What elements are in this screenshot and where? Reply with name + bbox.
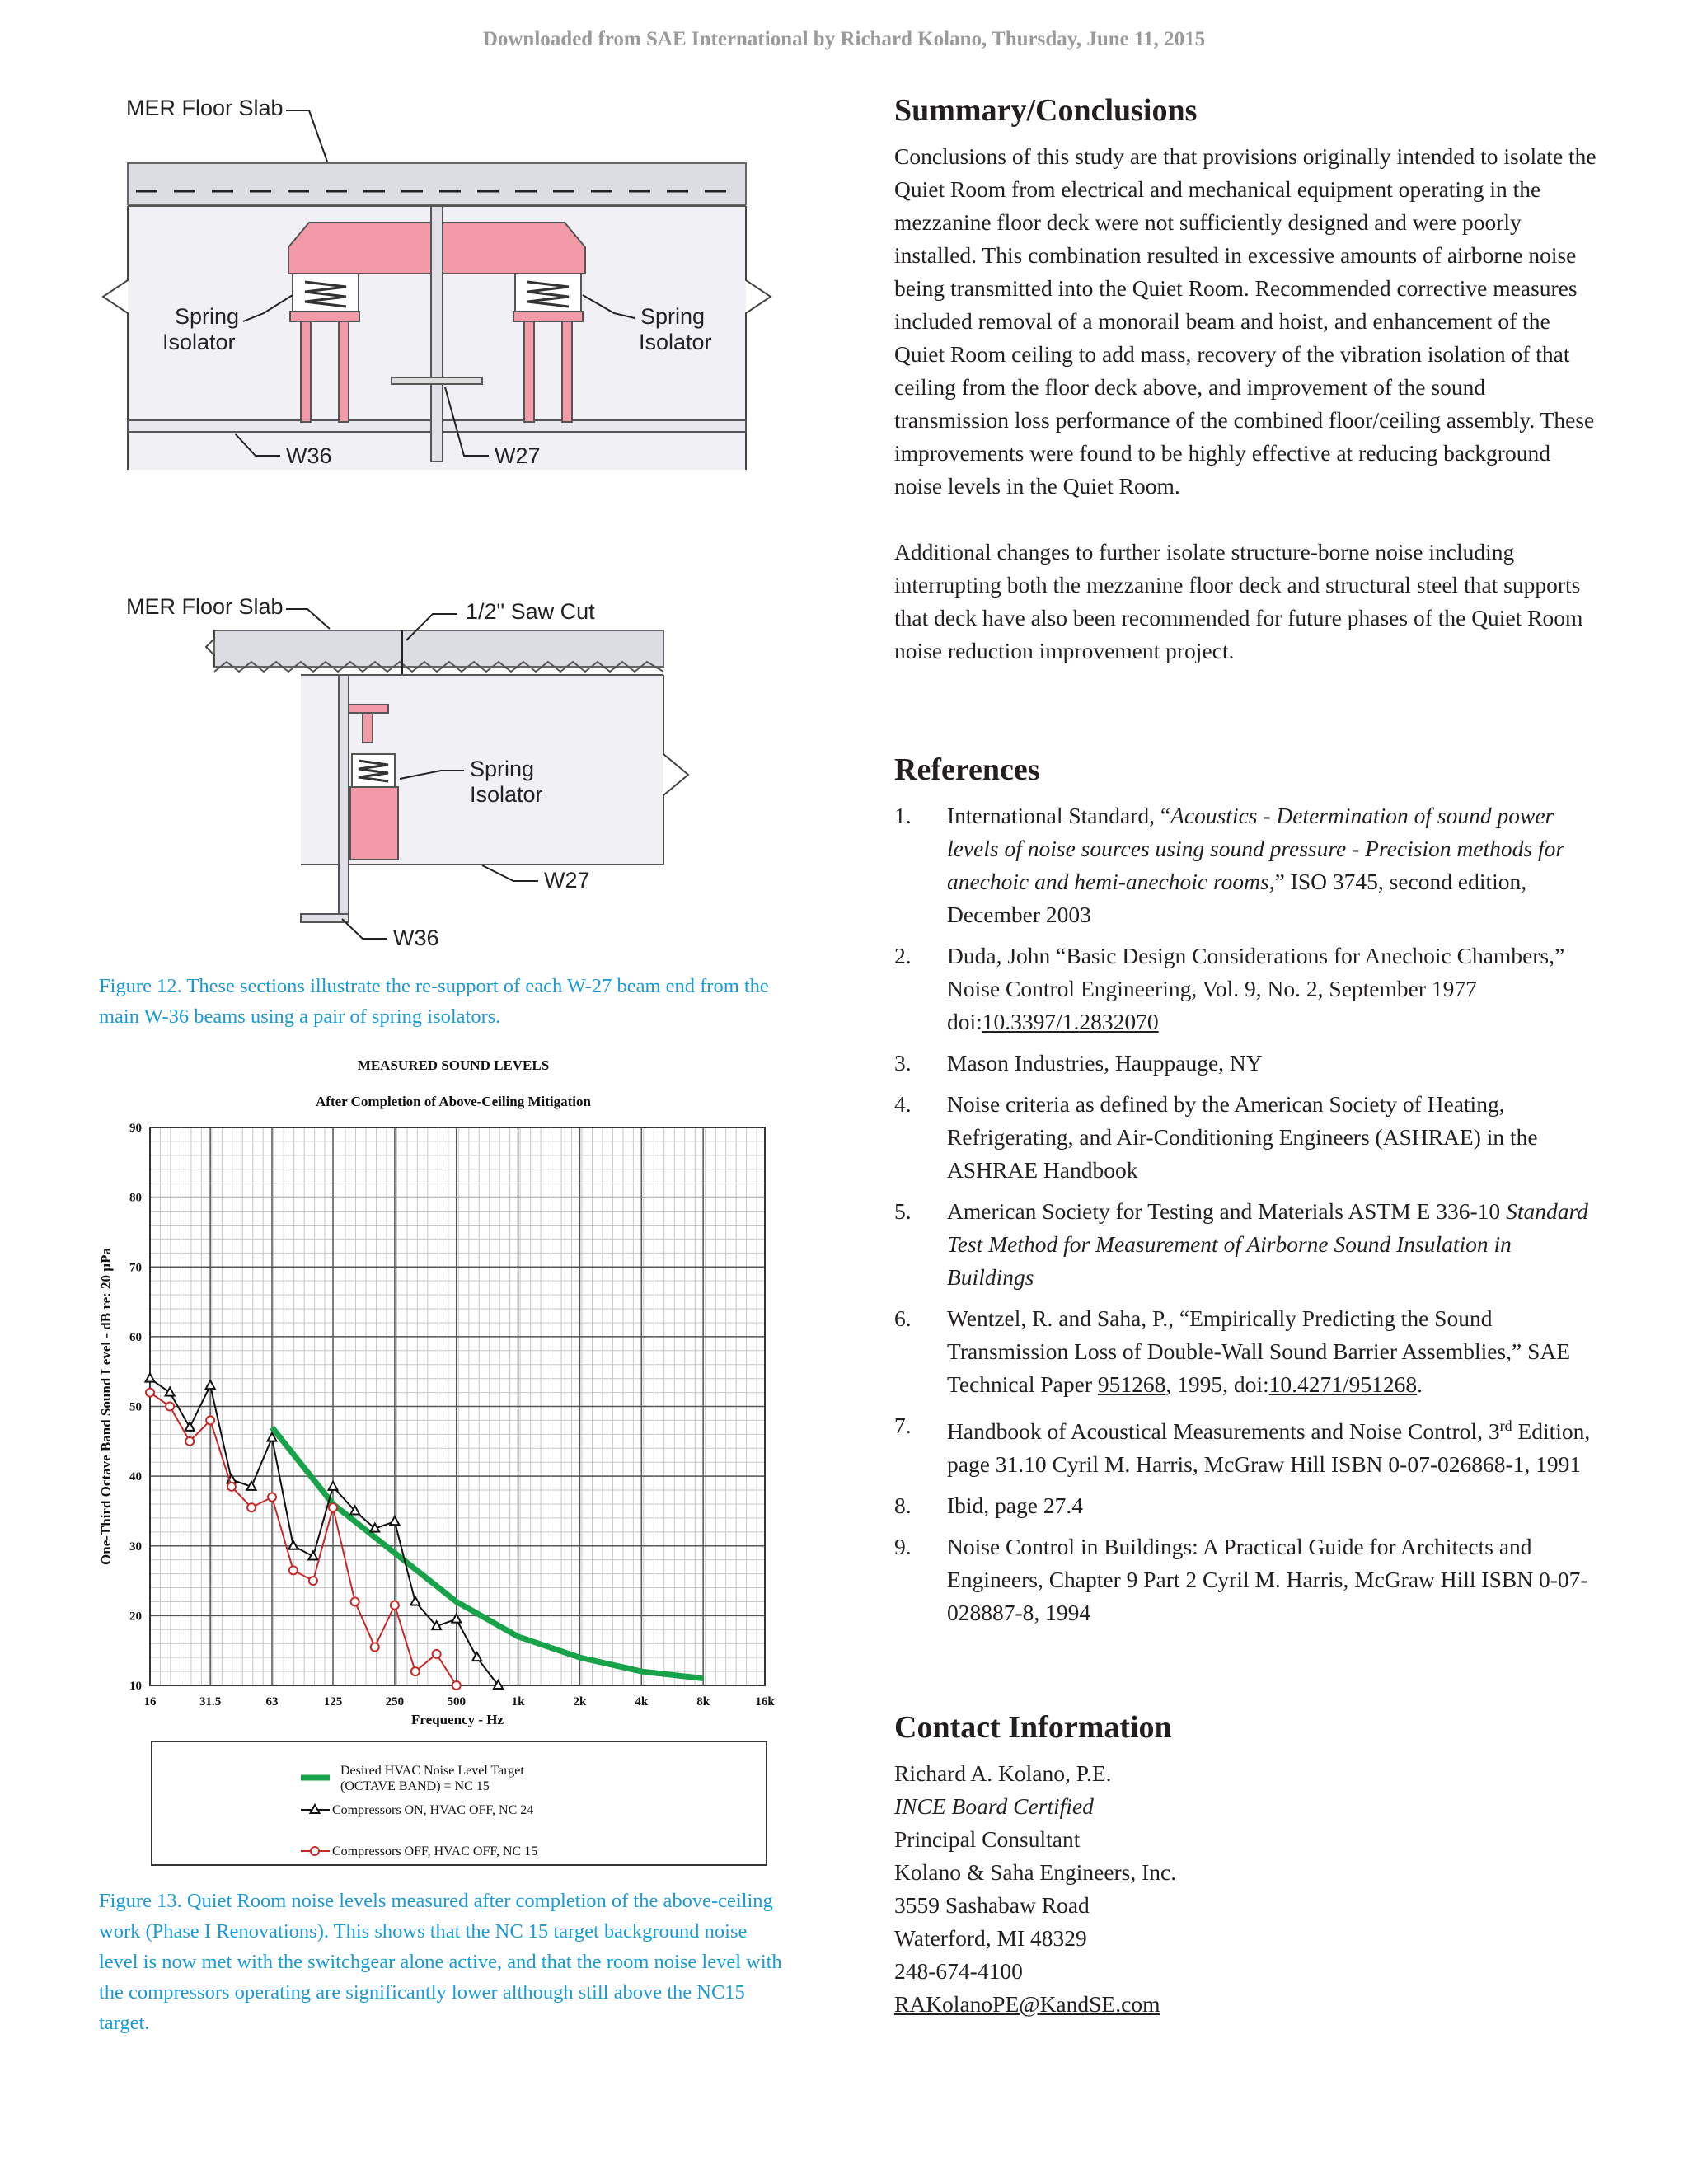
data-point [227,1483,236,1491]
contact-heading: Contact Information [894,1710,1172,1745]
spring-isolator-bottom [352,754,395,787]
x-tick-label: 250 [385,1695,405,1708]
contact-cert: INCE Board Certified [894,1793,1094,1819]
data-point [371,1643,379,1651]
figure13-caption: Figure 13. Quiet Room noise levels measured after completion of the above-ceiling work (Phase I Renovations). This shows that the NC 15 target background noise level is now met with the switchgear alone active, and that the room noise level with the compressors operating are significantly lower although still above the NC15 target. [99,1890,782,2034]
label-spring-b-1: Spring [470,757,535,781]
contact-company: Kolano & Saha Engineers, Inc. [894,1859,1177,1885]
floor-slab-2 [214,630,663,667]
summary-paragraph-1: Conclusions of this study are that provisions originally intended to isolate the Quiet Room from electrical and mechanical equipment operating in the mezzanine floor deck were not sufficiently designed and were poorly installed. This combination resulted in excessive amounts of airborne noise being transmitted into the Quiet Room. Recommended corrective measures included removal of a monorail beam and hoist, and enhancement of the Quiet Room ceiling to add mass, recovery of the vibration isolation of that ceiling from the floor deck above, and improvement of the sound transmission loss performance of the combined floor/ceiling assembly. These improvements were found to be highly effective at reducing background noise levels in the Quiet Room. [894,143,1597,499]
label-w36-b: W36 [393,926,439,950]
pink-cap-left [288,223,433,274]
figure12-caption: Figure 12. These sections illustrate the re-support of each W-27 beam end from the main W-36 beams using a pair of spring isolators. [99,975,769,1028]
contact-section [894,1709,1603,2021]
legend-label: Compressors OFF, HVAC OFF, NC 15 [332,1844,538,1858]
y-tick-label: 60 [129,1330,142,1344]
data-point [329,1503,337,1511]
label-w36: W36 [286,443,332,468]
w36-web [339,675,349,914]
x-tick-label: 16 [143,1695,157,1708]
pink-hanger-right [513,312,583,321]
floor-slab [128,163,746,204]
chart-title: MEASURED SOUND LEVELS [357,1057,550,1073]
label-slab: MER Floor Slab [126,96,284,120]
spring-isolator-left [293,274,359,312]
data-point [433,1650,441,1658]
spring-isolator-right [515,274,581,312]
doi-link[interactable]: 10.4271/951268 [1268,1371,1418,1397]
y-tick-label: 10 [129,1680,142,1693]
contact-city: Waterford, MI 48329 [894,1925,1087,1951]
y-axis-label: One-Third Octave Band Sound Level - dB re: 20 µPa [98,1248,114,1565]
data-point [206,1416,214,1424]
pink-block [350,787,398,860]
x-tick-label: 2k [573,1695,587,1708]
break-line-left [103,206,128,470]
x-tick-label: 8k [696,1695,710,1708]
label-spring-left-1: Spring [175,304,240,329]
y-tick-label: 90 [129,1122,142,1135]
data-point [452,1681,461,1690]
data-point [309,1577,317,1585]
x-tick-label: 63 [265,1695,279,1708]
label-w27-b: W27 [544,868,590,893]
label-slab-2: MER Floor Slab [126,594,284,619]
paper-link[interactable]: 951268 [1097,1371,1166,1397]
x-tick-label: 16k [755,1695,775,1708]
pink-cap-right [441,223,585,274]
label-w27: W27 [495,443,541,468]
data-point [185,1437,194,1446]
figure12-bottom-section [95,589,721,952]
references-heading: References [894,752,1040,787]
download-header: Downloaded from SAE International by Richard Kolano, Thursday, June 11, 2015 [482,28,1206,50]
reference-item: 4. Noise criteria as defined by the American Society of Heating, Refrigerating, and Air-Conditioning Engineers (ASHRAE) in the ASHRAE Handbook [894,1091,1538,1183]
references-section [894,752,1603,1638]
data-point [146,1389,154,1397]
contact-name: Richard A. Kolano, P.E. [894,1760,1112,1786]
reference-item: 5. American Society for Testing and Materials ASTM E 336-10 Standard Test Method for Measurement of Airborne Sound Insulation in Buildings [894,1198,1588,1290]
doi-link[interactable]: 10.3397/1.2832070 [982,1009,1159,1034]
label-spring-right-1: Spring [640,304,706,329]
pink-hanger-left [290,312,359,321]
data-point [247,1503,256,1511]
reference-item: 3. Mason Industries, Hauppauge, NY [894,1050,1263,1076]
y-tick-label: 30 [129,1540,142,1554]
y-tick-label: 70 [129,1261,142,1275]
data-point [351,1597,359,1605]
reference-item: 6. Wentzel, R. and Saha, P., “Empirically Predicting the Sound Transmission Loss of Double-Wall Sound Barrier Assemblies,” SAE Technical Paper 951268, 1995, doi:10.4271/951268. [894,1305,1571,1397]
legend-marker [311,1847,319,1855]
label-saw-cut: 1/2" Saw Cut [466,599,595,624]
pink-bracket-top [349,705,388,713]
reference-item: 1. International Standard, “Acoustics - Determination of sound power levels of noise sources using sound pressure - Precision methods for anechoic and hemi-anechoic rooms,” ISO 3745, second edition, December 2003 [894,803,1565,927]
label-spring-right-2: Isolator [639,330,712,354]
legend-label: (OCTAVE BAND) = NC 15 [340,1779,490,1793]
figure13-chart [91,1043,791,1867]
w27-flange [392,377,482,384]
reference-item: 8. Ibid, page 27.4 [894,1493,1083,1519]
figure12-top-section [95,91,779,494]
contact-phone: 248-674-4100 [894,1958,1023,1984]
data-point [166,1403,174,1411]
center-web [431,206,443,462]
contact-title: Principal Consultant [894,1826,1081,1852]
data-point [391,1601,399,1610]
label-spring-b-2: Isolator [470,782,543,807]
legend-label: Compressors ON, HVAC OFF, NC 24 [332,1803,534,1817]
data-point [268,1493,276,1502]
x-tick-label: 31.5 [199,1695,222,1708]
contact-street: 3559 Sashabaw Road [894,1892,1090,1918]
x-tick-label: 1k [511,1695,525,1708]
summary-heading: Summary/Conclusions [894,93,1198,128]
y-tick-label: 20 [129,1610,142,1624]
contact-email[interactable]: RAKolanoPE@KandSE.com [894,1991,1160,2017]
summary-paragraph-2: Additional changes to further isolate structure-borne noise including interrupting both the mezzanine floor deck and structural steel that supports that deck have also been recommended for future phases of the Quiet Room noise reduction improvement project. [894,539,1583,663]
reference-item: 9. Noise Control in Buildings: A Practical Guide for Architects and Engineers, Chapter 9 Part 2 Cyril M. Harris, McGraw Hill ISBN 0-07-028887-8, 1994 [894,1534,1588,1626]
chart-subtitle: After Completion of Above-Ceiling Mitigation [316,1094,591,1109]
x-axis-label: Frequency - Hz [410,1712,504,1727]
data-point [289,1566,298,1574]
y-tick-label: 50 [129,1400,142,1414]
x-tick-label: 125 [323,1695,343,1708]
reference-item: 7. Handbook of Acoustical Measurements and Noise Control, 3rd Edition, page 31.10 Cyril M. Harris, McGraw Hill ISBN 0-07-026868-1, 1991 [894,1413,1591,1478]
legend-label: Desired HVAC Noise Level Target [340,1764,524,1778]
reference-item: 2. Duda, John “Basic Design Considerations for Anechoic Chambers,” Noise Control Engineering, Vol. 9, No. 2, September 1977 doi:10.3397/1.2832070 [894,943,1565,1034]
summary-section [894,92,1603,668]
x-tick-label: 500 [447,1695,466,1708]
break-line-right [746,206,771,470]
label-spring-left-2: Isolator [162,330,236,354]
y-tick-label: 40 [129,1470,142,1484]
data-point [411,1667,420,1675]
x-tick-label: 4k [635,1695,649,1708]
y-tick-label: 80 [129,1191,142,1205]
